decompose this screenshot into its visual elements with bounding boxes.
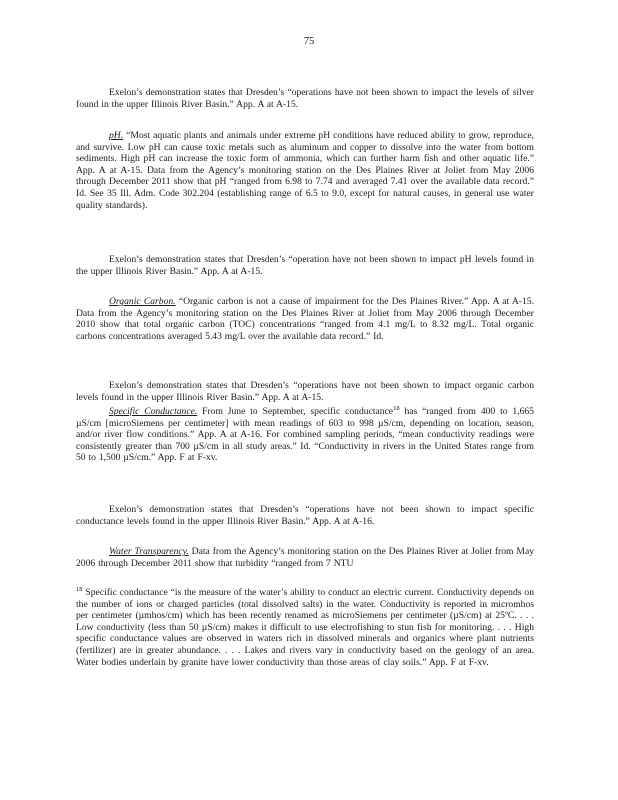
section-heading-specific-conductance: Specific Conductance.	[109, 406, 198, 417]
paragraph-organic-carbon-demonstration	[76, 380, 534, 403]
paragraph-text: has “ranged from 400 to 1,665 µS/cm [microSiemens per centimeter] with mean readings of 603 to 998 µS/cm, depending on location, season, and/or river flow conditions.” App. A at A-16. For combined sampling periods, “mean conductivity readings were consistently greater than 700 µS/cm in all study areas.” Id. “Conductivity in rivers in the United States range from 50 to 1,500 µS/cm.” App. F at F-xv.	[76, 406, 534, 464]
section-heading-water-transparency: Water Transparency.	[109, 546, 189, 557]
paragraph-text: Data from the Agency’s monitoring station on the Des Plaines River at Joliet from May 2006 through December 2011 show that turbidity “ranged from 7 NTU	[76, 546, 534, 569]
paragraph-text: From June to September, specific conductance	[197, 406, 394, 417]
section-heading-ph: pH.	[109, 130, 124, 141]
paragraph-text: Exelon’s demonstration states that Dresden’s “operations have not been shown to impact organic carbon levels found in the upper Illinois River Basin.” App. A at A-15.	[76, 380, 534, 403]
page-number: 75	[303, 36, 315, 47]
paragraph-text: “Organic carbon is not a cause of impairment for the Des Plaines River.” App. A at A-15. Data from the Agency’s monitoring station on the Des Plaines River at Joliet from May 2006 through December 2010 show that total organic carbon (TOC) concentrations “ranged from 4.1 mg/L to 8.32 mg/L. Total organic carbons concentrations averaged 5.43 mg/L over the available data record.” Id.	[76, 296, 534, 342]
paragraph-text: Exelon’s demonstration states that Dresden’s “operations have not been shown to impact the levels of silver found in the upper Illinois River Basin.” App. A at A-15.	[76, 87, 534, 110]
footnote-18	[76, 587, 534, 668]
paragraph-text: Exelon’s demonstration states that Dresden’s “operations have not been shown to impact specific conductance levels found in the upper Illinois River Basin.” App. A at A-16.	[76, 504, 534, 527]
footnote-text: Specific conductance “is the measure of the water’s ability to conduct an electric current. Conductivity depends on the number of ions or charged particles (total dissolved salts) in the water. Conductivity is reported in micromhos per centimeter (µmhos/cm) which has been recently renamed as microSiemens per centimeter (µS/cm) at 25ºC. . . . Low conductivity (less than 50 µS/cm) makes it difficult to use electrofishing to stun fish for monitoring. . . . High specific conductance values are observed in waters rich in dissolved minerals and organics where plant nutrients (fertilizer) are in greater abundance. . . . Lakes and rivers vary in conductivity based on the geology of an area. Water bodies underlain by granite have lower conductivity than those areas of clay soils.” App. F at F-xv.	[76, 587, 534, 668]
footnote-reference: 18	[393, 404, 400, 412]
paragraph-text: “Most aquatic plants and animals under extreme pH conditions have reduced ability to grow, reproduce, and survive. Low pH can cause toxic metals such as aluminum and copper to dissolve into the water from bottom sediments. High pH can increase the toxic form of ammonia, which can further harm fish and other aquatic life.” App. A at A-15. Data from the Agency’s monitoring station on the Des Plaines River at Joliet from May 2006 through December 2011 show that pH “ranged from 6.98 to 7.74 and averaged 7.41 over the available data record.” Id. See 35 Ill. Adm. Code 302.204 (establishing range of 6.5 to 9.0, except for natural causes, in general use water quality standards).	[76, 130, 534, 211]
paragraph-ph	[76, 130, 534, 211]
paragraph-specific-conductance	[76, 406, 534, 464]
paragraph-ph-demonstration	[76, 254, 534, 277]
paragraph-silver-demonstration	[76, 87, 534, 110]
paragraph-water-transparency	[76, 546, 534, 569]
paragraph-organic-carbon	[76, 296, 534, 342]
section-heading-organic-carbon: Organic Carbon.	[109, 296, 176, 307]
paragraph-text: Exelon’s demonstration states that Dresden’s “operation have not been shown to impact pH levels found in the upper Illinois River Basin.” App. A at A-15.	[76, 254, 534, 277]
footnote-number: 18	[76, 585, 83, 593]
paragraph-conductance-demonstration	[76, 504, 534, 527]
